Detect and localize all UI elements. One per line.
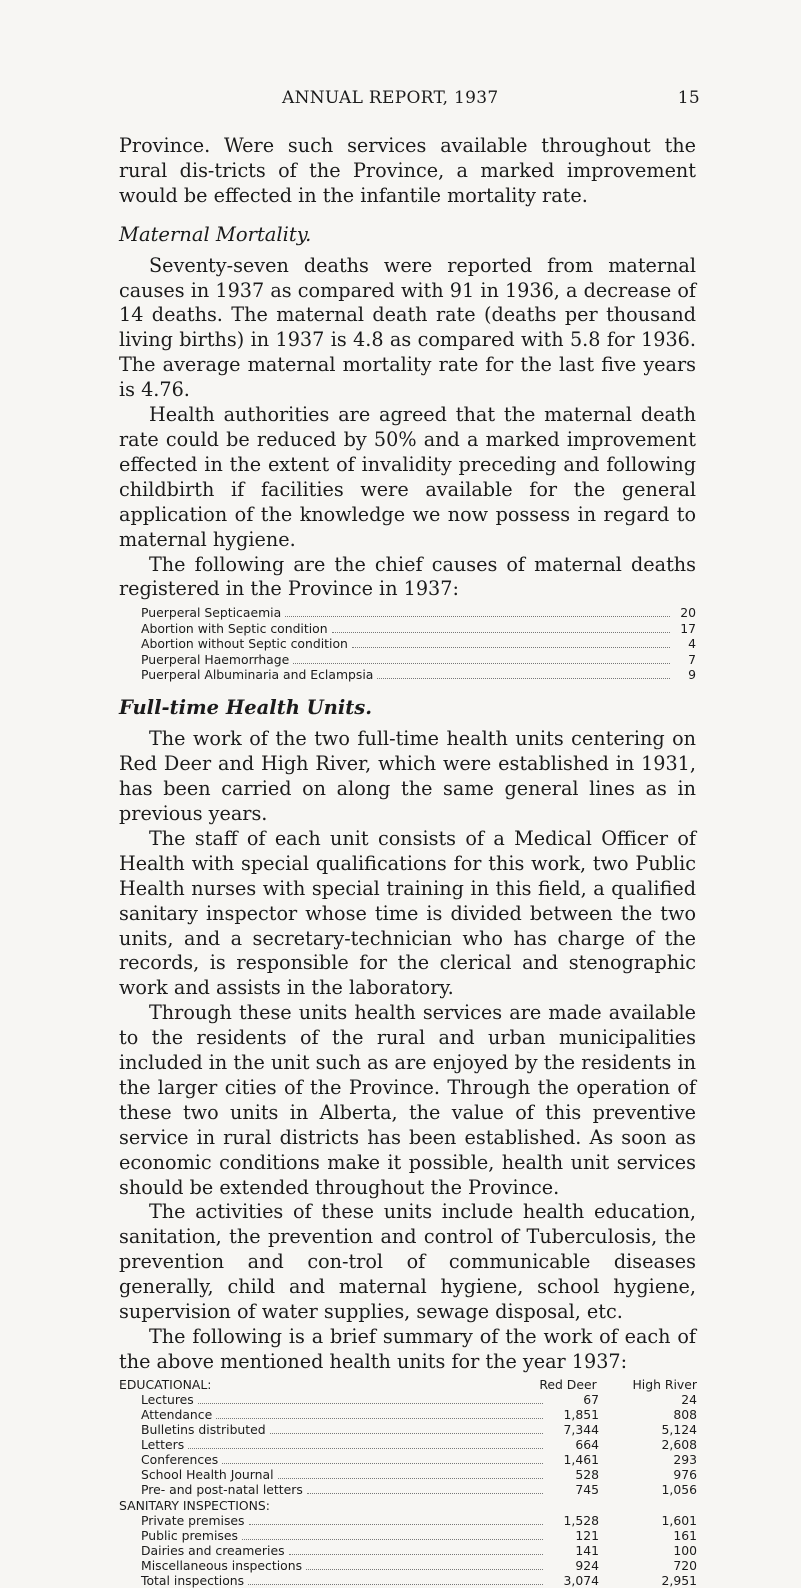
red-deer-value: 924 [575, 1557, 599, 1573]
cause-value: 7 [688, 651, 696, 667]
maternal-paragraph: The following are the chief causes of maternal deaths registered in the Province in 1937: [119, 552, 696, 601]
leader-dots [188, 1448, 543, 1449]
high-river-value: 2,951 [661, 1573, 697, 1588]
educational-heading: EDUCATIONAL: [119, 1376, 212, 1392]
table-row [119, 1573, 697, 1588]
list-item [141, 636, 696, 651]
high-river-value: 100 [673, 1542, 697, 1558]
red-deer-value: 7,344 [563, 1422, 599, 1438]
table-row [119, 1467, 697, 1482]
table-row [119, 1558, 697, 1573]
summary-table [119, 1377, 696, 1588]
maternal-paragraph: Seventy-seven deaths were reported from maternal causes in 1937 as compared with 91 in 1936, a decrease of 14 deaths. The maternal death rate (deaths per thousand living births) in 1937 is 4.8 as compared with 5.8 for 1936. The average maternal mortality rate for the last five years is 4.76. [119, 253, 696, 402]
row-label: Miscellaneous inspections [141, 1557, 303, 1573]
fulltime-paragraph: Through these units health services are made available to the residents of the rural and urban municipalities included in the unit such as are enjoyed by the residents in the larger cities of the Province. Through the operation of these two units in Alberta, the value of this preventive service in rural districts has been established. As soon as economic conditions make it possible, health unit services should be extended throughout the Province. [119, 1001, 696, 1199]
row-label: School Health Journal [141, 1467, 274, 1483]
leader-dots [377, 678, 670, 679]
row-label: Conferences [141, 1452, 219, 1468]
table-row [119, 1452, 697, 1467]
page-number: 15 [677, 88, 700, 108]
row-label: Public premises [141, 1527, 238, 1543]
red-deer-value: 141 [575, 1542, 599, 1558]
column-header-red-deer: Red Deer [539, 1376, 597, 1392]
high-river-value: 293 [673, 1452, 697, 1468]
leader-dots [248, 1584, 543, 1585]
high-river-value: 5,124 [661, 1422, 697, 1438]
fulltime-paragraph: The activities of these units include health education, sanitation, the prevention and control of Tuberculosis, the prevention and con-trol of communicable diseases generally, child and maternal hygiene, school hygiene, supervision of water supplies, sewage disposal, etc. [119, 1200, 696, 1324]
table-row [119, 1422, 697, 1437]
sanitary-heading: SANITARY INSPECTIONS: [119, 1497, 270, 1513]
high-river-value: 1,056 [661, 1482, 697, 1498]
fulltime-paragraph: The work of the two full-time health units centering on Red Deer and High River, which were established in 1931, has been carried on along the same general lines as in previous years. [119, 727, 696, 825]
list-item [141, 667, 696, 682]
table-row [119, 1392, 697, 1407]
table-row [119, 1513, 697, 1528]
high-river-value: 976 [673, 1467, 697, 1483]
leader-dots [278, 1478, 543, 1479]
red-deer-value: 1,851 [563, 1407, 599, 1422]
cause-value: 17 [680, 620, 696, 636]
table-row [119, 1482, 697, 1497]
row-label: Bulletins distributed [141, 1422, 266, 1438]
high-river-value: 24 [681, 1391, 697, 1407]
intro-paragraph: Province. Were such services available throughout the rural dis-tricts of the Province, a marked improvement would be effected in the infantile mortality rate. [119, 134, 696, 207]
red-deer-value: 67 [583, 1391, 599, 1407]
leader-dots [289, 1554, 543, 1555]
fulltime-paragraph: The staff of each unit consists of a Medical Officer of Health with special qualifications for this work, two Public Health nurses with special training in this field, a qualified sanitary inspector whose time is divided between the two units, and a secretary-technician who has charge of the records, is responsible for the clerical and stenographic work and assists in the laboratory. [119, 826, 696, 1000]
cause-value: 9 [688, 666, 696, 682]
fulltime-paragraph: The following is a brief summary of the work of each of the above mentioned health units for the year 1937: [119, 1325, 696, 1373]
list-item [141, 652, 696, 667]
table-row [119, 1543, 697, 1558]
column-header-high-river: High River [632, 1376, 697, 1392]
row-label: Lectures [141, 1391, 194, 1407]
red-deer-value: 1,461 [563, 1452, 599, 1468]
row-label: Pre- and post-natal letters [141, 1482, 303, 1498]
leader-dots [216, 1418, 543, 1419]
maternal-mortality-heading: Maternal Mortality. [119, 222, 312, 246]
cause-label: Puerperal Haemorrhage [141, 651, 290, 667]
maternal-causes-list [119, 605, 696, 682]
leader-dots [332, 632, 670, 633]
high-river-value: 808 [673, 1407, 697, 1422]
list-item [141, 621, 696, 636]
row-label: Dairies and creameries [141, 1542, 285, 1558]
row-label: Private premises [141, 1512, 245, 1528]
leader-dots [242, 1539, 543, 1540]
fulltime-units-heading: Full-time Health Units. [119, 696, 373, 720]
cause-label: Abortion with Septic condition [141, 620, 328, 636]
high-river-value: 720 [673, 1557, 697, 1573]
leader-dots [293, 663, 670, 664]
list-item [141, 605, 696, 620]
row-label: Total inspections [141, 1573, 245, 1588]
table-header [119, 1377, 697, 1392]
leader-dots [249, 1524, 544, 1525]
table-row [119, 1528, 697, 1543]
cause-label: Puerperal Septicaemia [141, 605, 282, 621]
cause-label: Puerperal Albuminaria and Eclampsia [141, 666, 374, 682]
cause-value: 4 [688, 636, 696, 652]
running-header [120, 88, 700, 112]
cause-label: Abortion without Septic condition [141, 636, 348, 652]
leader-dots [285, 616, 670, 617]
table-row [119, 1407, 697, 1422]
maternal-paragraph: Health authorities are agreed that the maternal death rate could be reduced by 50% and a marked improvement effected in the extent of invalidity preceding and following childbirth if facilities were available for the general application of the knowledge we now possess in regard to maternal hygiene. [119, 403, 696, 551]
red-deer-value: 745 [575, 1482, 599, 1498]
red-deer-value: 3,074 [563, 1573, 599, 1588]
high-river-value: 161 [673, 1527, 697, 1543]
high-river-value: 1,601 [661, 1512, 697, 1528]
row-label: Letters [141, 1437, 185, 1453]
high-river-value: 2,608 [661, 1437, 697, 1453]
leader-dots [198, 1403, 543, 1404]
red-deer-value: 1,528 [563, 1512, 599, 1528]
cause-value: 20 [680, 605, 696, 621]
leader-dots [352, 647, 670, 648]
leader-dots [270, 1433, 543, 1434]
red-deer-value: 121 [575, 1527, 599, 1543]
leader-dots [306, 1569, 543, 1570]
red-deer-value: 528 [575, 1467, 599, 1483]
report-title: ANNUAL REPORT, 1937 [282, 88, 499, 108]
table-row [119, 1437, 697, 1452]
leader-dots [222, 1463, 543, 1464]
row-label: Attendance [141, 1407, 213, 1422]
red-deer-value: 664 [575, 1437, 599, 1453]
leader-dots [307, 1493, 543, 1494]
